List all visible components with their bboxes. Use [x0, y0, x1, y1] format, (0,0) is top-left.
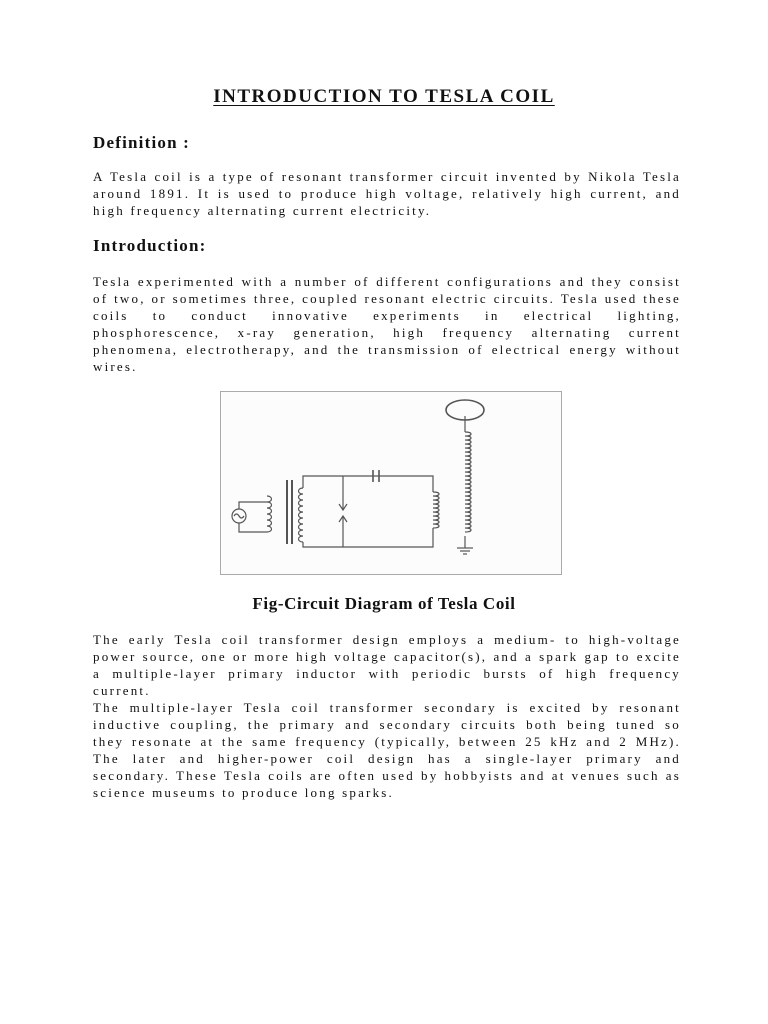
transformer-primary-coil [267, 496, 272, 532]
figure-caption: Fig-Circuit Diagram of Tesla Coil [252, 594, 516, 613]
body-paragraph-2: The multiple-layer Tesla coil transformer secondary is excited by resonant inductive coupling, the primary and secondary circuits both being tuned so they resonate at the same frequency (typically, between 25 kHz and 2 MHz). The later and higher-power coil design has a single-layer primary and secondary. These Tesla coils are often used by hobbyists and at venues such as science museums to produce long sparks. [93, 700, 681, 800]
transformer-secondary-coil [299, 488, 304, 542]
document-title-text: INTRODUCTION TO TESLA COIL [213, 86, 555, 107]
body-paragraph-1: The early Tesla coil transformer design employs a medium- to high-voltage power source, one or more high voltage capacitor(s), and a spark gap to excite a multiple-layer primary inductor with periodic bursts of high frequency current. [93, 632, 681, 698]
circuit-diagram [221, 392, 561, 574]
secondary-winding-coil [465, 432, 471, 532]
introduction-paragraph: Tesla experimented with a number of different configurations and they consist of two, or sometimes three, coupled resonant electric circuits. Tesla used these coils to conduct innovative experiments in electrical lighting, phosphorescence, x-ray generation, high frequency alternating current phenomena, electrotherapy, and the transmission of electrical energy without wires. [93, 274, 681, 374]
document-title [0, 86, 768, 108]
introduction-heading: Introduction: [93, 236, 207, 255]
primary-winding-coil [433, 492, 439, 528]
ac-wave-icon [234, 514, 244, 518]
definition-paragraph: A Tesla coil is a type of resonant transformer circuit invented by Nikola Tesla around 1891. It is used to produce high voltage, relatively high current, and high frequency alternating current electricity. [93, 169, 681, 218]
definition-heading: Definition : [93, 133, 191, 152]
circuit-diagram-figure [220, 391, 562, 575]
